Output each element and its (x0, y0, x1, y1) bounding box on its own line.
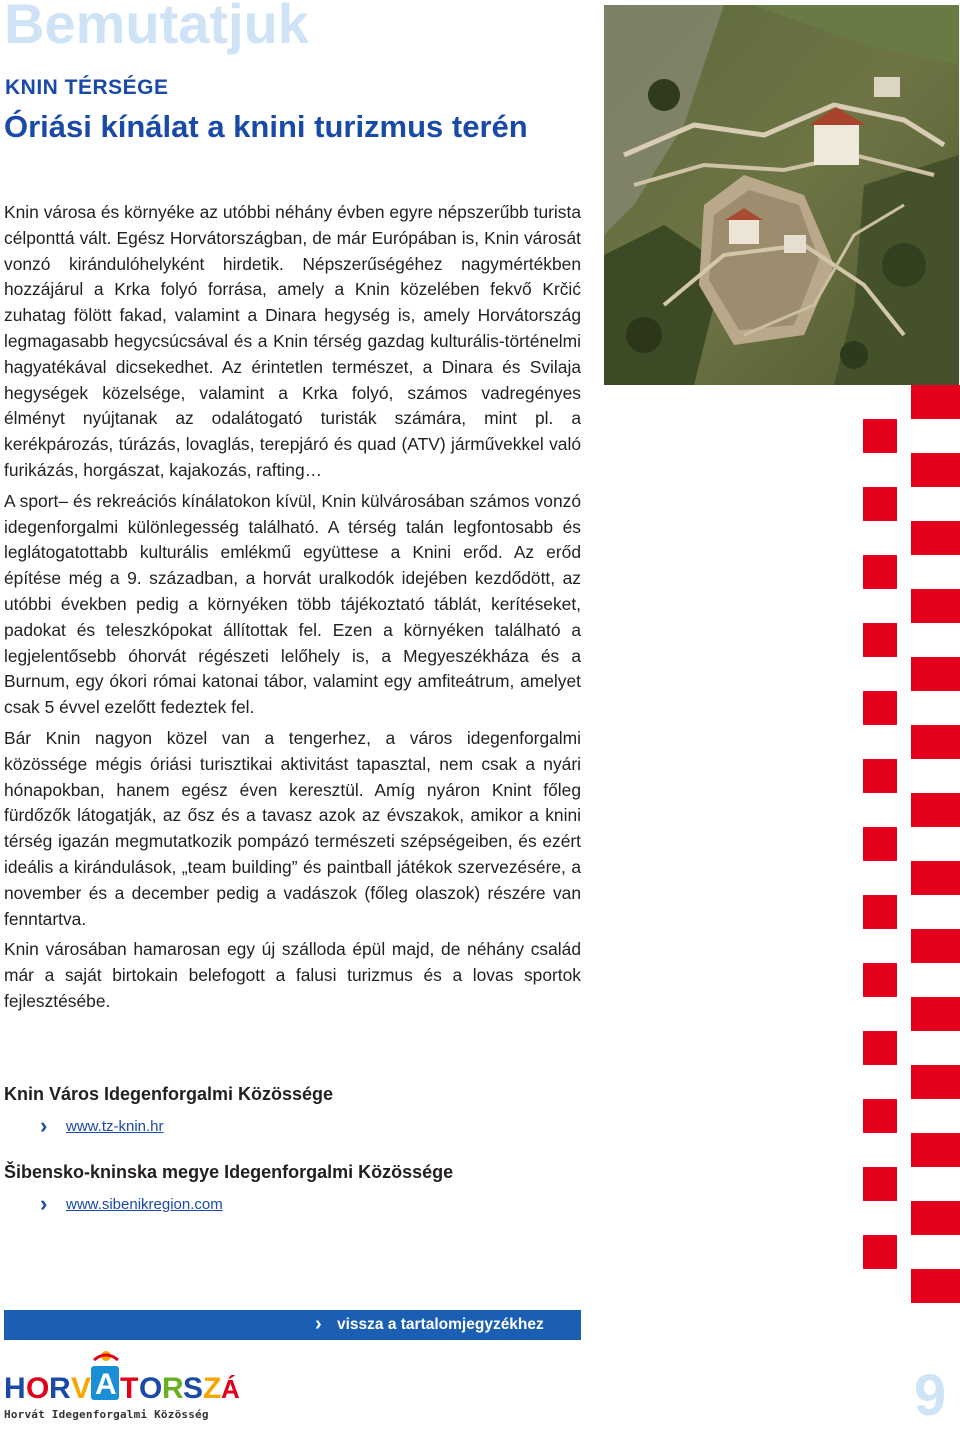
contact-sibenik (4, 1162, 584, 1215)
region-kicker: KNIN TÉRSÉGE (5, 76, 169, 99)
website-link[interactable]: www.sibenikregion.com (66, 1195, 223, 1213)
contact-link-row (4, 1115, 584, 1137)
svg-text:R: R (162, 1372, 184, 1405)
chevron-right-icon: › (40, 1113, 48, 1138)
article-headline: Óriási kínálat a knini turizmus terén (4, 109, 528, 144)
svg-text:H: H (4, 1372, 26, 1405)
contact-link-row (4, 1193, 584, 1215)
svg-text:Á: Á (221, 1374, 240, 1404)
svg-text:Z: Z (203, 1372, 222, 1405)
contact-knin (4, 1084, 584, 1137)
svg-text:T: T (120, 1372, 139, 1405)
paragraph: A sport– és rekreációs kínálatokon kívül, Knin külvárosában számos vonzó idegenforgalmi különlegesség található. A térség talán legfontosabb és leglátogatottabb kulturális emlékmű együttese a Knini erőd. Az erőd építése még a 9. században, a horvát uralkodók idejében kezdődött, az utóbbi években pedig a környéken több tájékoztató táblát, kerítéseket, padokat és teleszkópokat állítottak fel. Ezen a környéken található a legjelentősebb óhorvát régészeti lelőhely is, a Megyeszékháza és a Burnum, egy ókori római katonai tábor, valamint egy amfiteátrum, amelyet csak 5 évvel ezelőtt fedeztek fel. (4, 490, 581, 718)
chevron-right-icon: › (315, 1313, 322, 1335)
svg-text:V: V (71, 1372, 92, 1405)
chevron-right-icon: › (40, 1191, 48, 1216)
svg-text:A: A (95, 1368, 117, 1401)
page-number: 9 (914, 1363, 947, 1428)
section-title: Bemutatjuk (4, 0, 309, 55)
svg-text:O: O (26, 1372, 50, 1405)
back-to-contents-label: vissza a tartalomjegyzékhez (337, 1316, 544, 1333)
logo-subtitle: Horvát Idegenforgalmi Közösség (4, 1408, 209, 1421)
svg-text:O: O (139, 1372, 163, 1405)
paragraph: Knin városa és környéke az utóbbi néhány évben egyre népszerűbb turista célponttá vált. Egész Horvátországban, de már Európában is, Knin városát vonzó kirándulóhelyként hirdetik. Népszerűségéhez nagymértékben hozzájárul a Krka folyó forrása, amely a Knin közelében fekvő Krčić zuhatag fölött fakad, valamint a Dinara hegység is, amely Horvátország legmagasabb hegycsúcsával és a Knin térség gazdag kulturális-történelmi hagyatékával dicsekedhet. Az érintetlen természet, a Dinara és Svilaja hegységek közelsége, valamint a Krka folyó, számos vadregényes élményt nyújtanak az odalátogató turisták számára, mint pl. a kerékpározás, túrázás, lovaglás, terepjáró és quad (ATV) járművekkel való furikázás, horgászat, kajakozás, rafting… (4, 202, 581, 480)
website-link[interactable]: www.tz-knin.hr (66, 1117, 164, 1135)
paragraph: Knin városában hamarosan egy új szálloda épül majd, de néhány család már a saját birtokain belefogott a falusi turizmus és a lovas sportok fejlesztésébe. (4, 939, 581, 1011)
contact-name: Knin Város Idegenforgalmi Közössége (4, 1084, 334, 1104)
fortress-photo (604, 5, 959, 385)
article-body (4, 200, 581, 1020)
back-to-contents-button[interactable] (4, 1310, 581, 1340)
contact-name: Šibensko-kninska megye Idegenforgalmi Közössége (4, 1162, 454, 1182)
svg-text:R: R (49, 1372, 71, 1405)
checkerboard-decoration (863, 385, 960, 1349)
paragraph: Bár Knin nagyon közel van a tengerhez, a város idegenforgalmi közössége mégis óriási turisztikai aktivitást tapasztal, nem csak a nyári hónapokban, hanem egész éven keresztül. Amíg nyáron Knint főleg fürdőzők látogatják, az ősz és a tavasz azok az évszakok, amikor a knini térség igazán megmutatkozik pompázó természeti szépségeiben, és ezért ideális a kirándulások, „team building” és paintball játékok szervezésére, a november és a december pedig a vadászok (főleg olaszok) részére van fenntartva. (4, 727, 581, 929)
svg-text:S: S (183, 1372, 204, 1405)
